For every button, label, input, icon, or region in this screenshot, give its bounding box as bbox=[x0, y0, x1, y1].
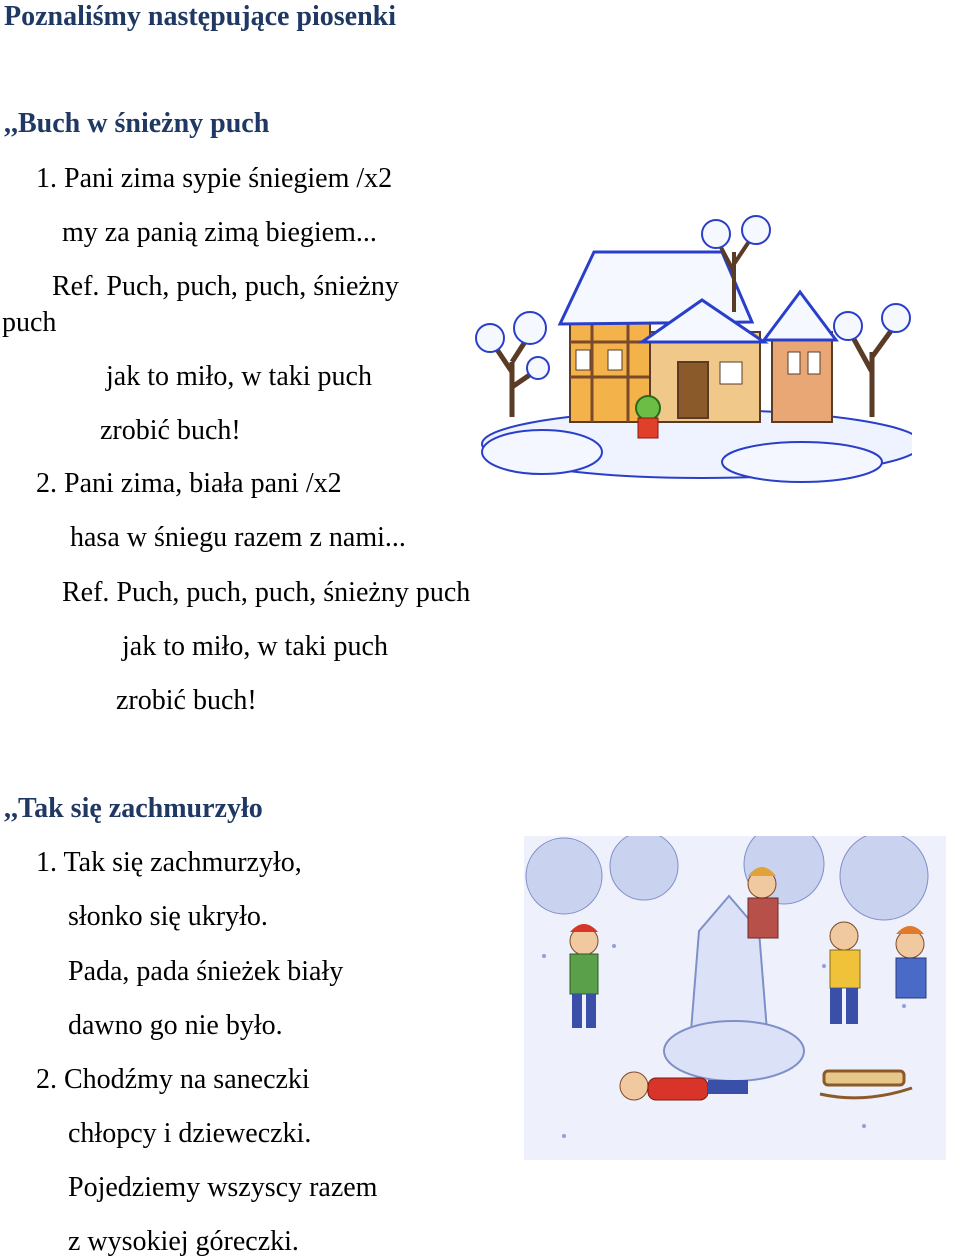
song2-line: Pojedziemy wszyscy razem bbox=[68, 1172, 378, 1203]
song1-line: hasa w śniegu razem z nami... bbox=[70, 522, 406, 553]
song2-line: słonko się ukryło. bbox=[68, 901, 268, 932]
song1-line: jak to miło, w taki puch bbox=[106, 361, 372, 392]
song2-line: 1. Tak się zachmurzyło, bbox=[36, 847, 302, 878]
song2-line: Pada, pada śnieżek biały bbox=[68, 956, 344, 987]
song1-line: Ref. Puch, puch, puch, śnieżny puch bbox=[62, 577, 471, 608]
song2-line: dawno go nie było. bbox=[68, 1010, 283, 1041]
song1-line: zrobić buch! bbox=[116, 685, 257, 716]
song1-line: jak to miło, w taki puch bbox=[122, 631, 388, 662]
song1-line: puch bbox=[2, 307, 57, 338]
snowy-cottage-image bbox=[472, 212, 912, 484]
song2-line: z wysokiej góreczki. bbox=[68, 1226, 299, 1257]
song2-title: ,,Tak się zachmurzyło bbox=[4, 793, 263, 824]
song1-line: 1. Pani zima sypie śniegiem /x2 bbox=[36, 163, 393, 194]
page-title: Poznaliśmy następujące piosenki bbox=[4, 1, 397, 32]
song2-line: chłopcy i dzieweczki. bbox=[68, 1118, 312, 1149]
song1-line: Ref. Puch, puch, puch, śnieżny bbox=[52, 271, 399, 302]
children-snow-image bbox=[524, 836, 946, 1160]
song1-line: my za panią zimą biegiem... bbox=[62, 217, 377, 248]
song2-line: 2. Chodźmy na saneczki bbox=[36, 1064, 310, 1095]
song1-title: ,,Buch w śnieżny puch bbox=[4, 108, 270, 139]
song1-line: 2. Pani zima, biała pani /x2 bbox=[36, 468, 342, 499]
song1-line: zrobić buch! bbox=[100, 415, 241, 446]
